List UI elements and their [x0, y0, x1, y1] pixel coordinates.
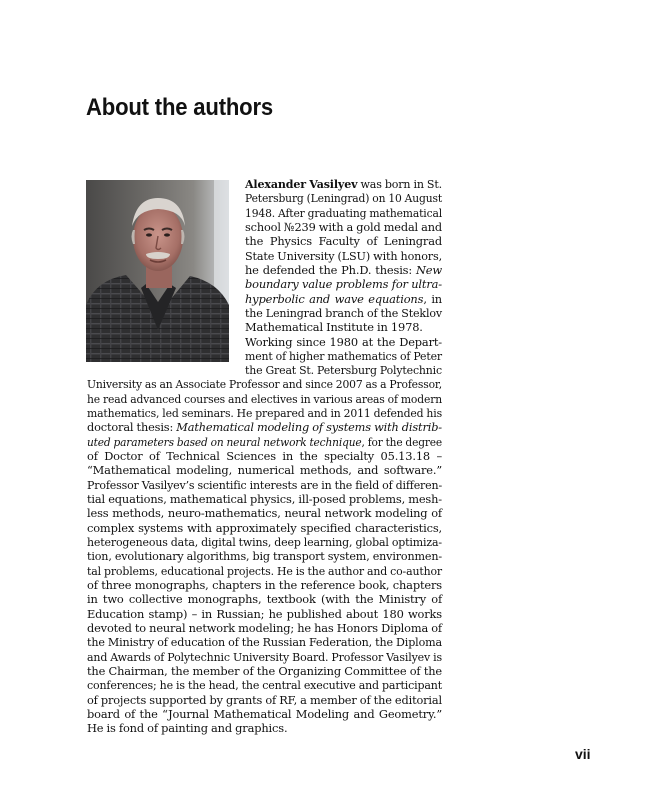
bio-text: and Awards of Polytechnic University Board. Professor Vasilyev is: [87, 649, 442, 664]
bio-line: [87, 535, 442, 549]
bio-text: doctoral thesis:: [87, 420, 177, 435]
bio-line: [245, 292, 442, 306]
bio-line: [87, 707, 442, 721]
bio-line: [87, 693, 442, 707]
bio-line: [245, 234, 442, 248]
bio-text: Professor Vasilyev’s scientific interests are in the field of differen-: [87, 477, 443, 492]
bio-text: conferences; he is the head, the central executive and participant: [87, 678, 443, 693]
bio-line: [245, 349, 442, 363]
bio-line: [245, 191, 442, 205]
bio-line: [87, 607, 442, 621]
bio-text: the Physics Faculty of Leningrad: [245, 234, 443, 249]
bio-line: [87, 592, 442, 606]
bio-text: University as an Associate Professor and since 2007 as a Professor,: [87, 377, 443, 392]
bio-text: school №239 with a gold medal and: [245, 219, 443, 234]
bio-text: heterogeneous data, digital twins, deep learning, global optimiza-: [87, 535, 442, 549]
bio-line: [87, 406, 442, 420]
bio-text: Petersburg (Leningrad) on 10 August: [245, 191, 443, 206]
author-portrait-photo: [86, 180, 229, 362]
thesis-title: New: [415, 262, 442, 277]
bio-text: tion, evolutionary algorithms, big transport system, environmen-: [87, 549, 442, 564]
bio-text: in two collective monographs, textbook (with the Ministry of: [87, 592, 443, 607]
page-number: vii: [575, 746, 591, 762]
bio-line: [245, 335, 442, 349]
bio-text: he read advanced courses and electives in various areas of modern: [87, 391, 442, 406]
bio-line: [87, 492, 442, 506]
bio-text: of projects supported by grants of RF, a member of the editorial: [87, 692, 442, 707]
bio-text: devoted to neural network modeling; he has Honors Diploma of: [87, 620, 442, 635]
author-name: Alexander Vasilyev: [245, 177, 358, 191]
bio-line: [87, 420, 442, 434]
bio-text: Working since 1980 at the Depart-: [245, 334, 442, 349]
bio-line: [87, 521, 442, 535]
bio-text: Mathematical Institute in 1978.: [245, 320, 423, 335]
bio-line: [245, 177, 442, 191]
bio-line: [87, 435, 442, 449]
bio-text: board of the “Journal Mathematical Modeling and Geometry.”: [87, 706, 443, 721]
bio-line: [245, 206, 442, 220]
bio-text: Education stamp) – in Russian; he published about 180 works: [87, 606, 442, 621]
bio-line: [87, 564, 442, 578]
bio-text: of Doctor of Technical Sciences in the specialty 05.13.18 –: [87, 449, 443, 464]
bio-text: tial equations, mathematical physics, ill-posed problems, mesh-: [87, 492, 443, 507]
page-heading: About the authors: [86, 94, 273, 121]
bio-line: [245, 306, 442, 320]
bio-text: “Mathematical modeling, numerical methods, and software.”: [87, 463, 443, 478]
bio-line: [245, 249, 442, 263]
bio-text: was born in St.: [357, 177, 443, 191]
thesis-title: hyperbolic and wave equations: [245, 291, 424, 306]
bio-text: complex systems with approximately specified characteristics,: [87, 520, 443, 535]
bio-line: [245, 263, 442, 277]
bio-text: He is fond of painting and graphics.: [87, 721, 288, 736]
bio-text: State University (LSU) with honors,: [245, 248, 442, 263]
bio-text: the Leningrad branch of the Steklov: [245, 305, 443, 320]
bio-line: [245, 277, 442, 291]
thesis-title: Mathematical modeling of systems with distrib-: [176, 420, 442, 435]
bio-text: , for the degree: [361, 434, 442, 449]
bio-line: [87, 721, 287, 735]
bio-text: tal problems, educational projects. He is the author and co-author: [87, 563, 443, 578]
bio-line: [87, 621, 442, 635]
bio-line: [245, 220, 442, 234]
bio-line: [87, 377, 442, 391]
bio-text: 1948. After graduating mathematical: [245, 205, 443, 220]
thesis-title: uted parameters based on neural network technique: [87, 434, 362, 449]
bio-text: less methods, neuro-mathematics, neural network modeling of: [87, 506, 442, 521]
bio-text: the Chairman, the member of the Organizing Committee of the: [87, 663, 443, 678]
bio-line: [87, 478, 442, 492]
bio-line: [87, 635, 442, 649]
bio-line: [87, 506, 442, 520]
bio-line: [87, 549, 442, 563]
bio-line: [245, 363, 442, 377]
bio-line: [87, 449, 442, 463]
thesis-title: boundary value problems for ultra-: [245, 277, 442, 292]
bio-text: he defended the Ph.D. thesis:: [245, 262, 416, 277]
bio-line: [87, 664, 442, 678]
bio-text: ment of higher mathematics of Peter: [245, 348, 443, 363]
bio-text: mathematics, led seminars. He prepared and in 2011 defended his: [87, 406, 442, 421]
bio-line: [245, 320, 423, 334]
bio-text: the Ministry of education of the Russian Federation, the Diploma: [87, 635, 442, 650]
bio-line: [87, 392, 442, 406]
bio-line: [87, 463, 442, 477]
bio-text: , in: [423, 291, 442, 306]
bio-text: the Great St. Petersburg Polytechnic: [245, 363, 442, 378]
bio-line: [87, 578, 442, 592]
bio-line: [87, 678, 442, 692]
portrait-illustration: [86, 180, 229, 362]
bio-line: [87, 650, 442, 664]
bio-text: of three monographs, chapters in the reference book, chapters: [87, 577, 442, 592]
